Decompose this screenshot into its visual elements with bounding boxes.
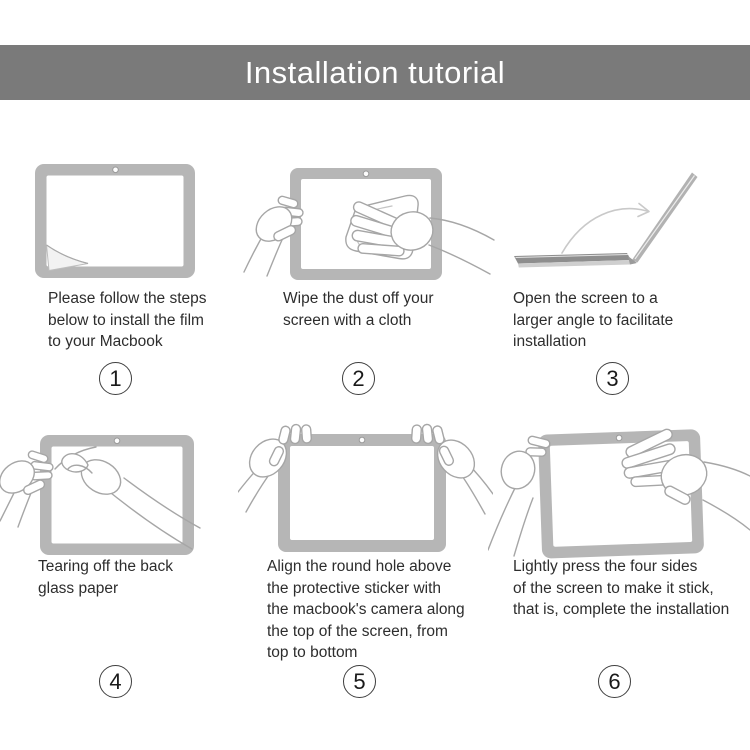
- step-6-number-badge: 6: [598, 665, 631, 698]
- header-banner: [0, 45, 750, 100]
- caption-line: the macbook's camera along: [267, 601, 465, 618]
- step-3-number-badge: 3: [596, 362, 629, 395]
- caption-line: to your Macbook: [48, 333, 163, 350]
- caption-line: Open the screen to a: [513, 290, 658, 307]
- caption-line: installation: [513, 333, 587, 350]
- step-3-caption: [513, 288, 673, 353]
- macbook-screen-film-peeling-illustration: [32, 160, 202, 282]
- page-title: Installation tutorial: [244, 54, 506, 90]
- step-5-number-badge: 5: [343, 665, 376, 698]
- caption-line: Tearing off the back: [38, 558, 173, 575]
- laptop-base: [514, 253, 631, 268]
- camera-dot-icon: [113, 167, 119, 173]
- caption-line: glass paper: [38, 579, 119, 597]
- aligning-film-illustration: [238, 420, 493, 565]
- caption-line: Lightly press the four sides: [513, 558, 698, 575]
- camera-dot-icon: [363, 171, 369, 177]
- laptop-open-angle-illustration: [490, 152, 740, 292]
- caption-line: the protective sticker with: [267, 579, 442, 597]
- step-6-caption: [513, 556, 729, 621]
- caption-line: of the screen to make it stick,: [513, 579, 714, 597]
- caption-line: Please follow the steps: [48, 290, 207, 307]
- tablet-frame: [278, 434, 446, 552]
- camera-dot-icon: [114, 438, 120, 444]
- step-4-number-badge: 4: [99, 665, 132, 698]
- tearing-back-paper-illustration: [0, 425, 240, 570]
- step-2-caption: [283, 288, 434, 331]
- caption-line: Align the round hole above: [267, 558, 452, 575]
- step-4-caption: [38, 556, 173, 599]
- step-1-number-badge: 1: [99, 362, 132, 395]
- caption-line: screen with a cloth: [283, 311, 412, 329]
- caption-line: below to install the film: [48, 311, 204, 329]
- step-1-caption: [48, 288, 207, 353]
- caption-line: larger angle to facilitate: [513, 311, 674, 329]
- open-arrow-icon: [562, 204, 649, 254]
- pressing-four-sides-illustration: [488, 418, 750, 566]
- step-2-number-badge: 2: [342, 362, 375, 395]
- camera-dot-icon: [359, 437, 365, 443]
- laptop-screen: [628, 173, 698, 265]
- caption-line: that is, complete the installation: [513, 601, 730, 618]
- caption-line: Wipe the dust off your: [283, 290, 434, 307]
- camera-dot-icon: [616, 435, 622, 441]
- caption-line: top to bottom: [267, 644, 358, 661]
- wiping-screen-with-cloth-illustration: [240, 150, 500, 295]
- caption-line: the top of the screen, from: [267, 622, 448, 640]
- step-5-caption: [267, 556, 465, 664]
